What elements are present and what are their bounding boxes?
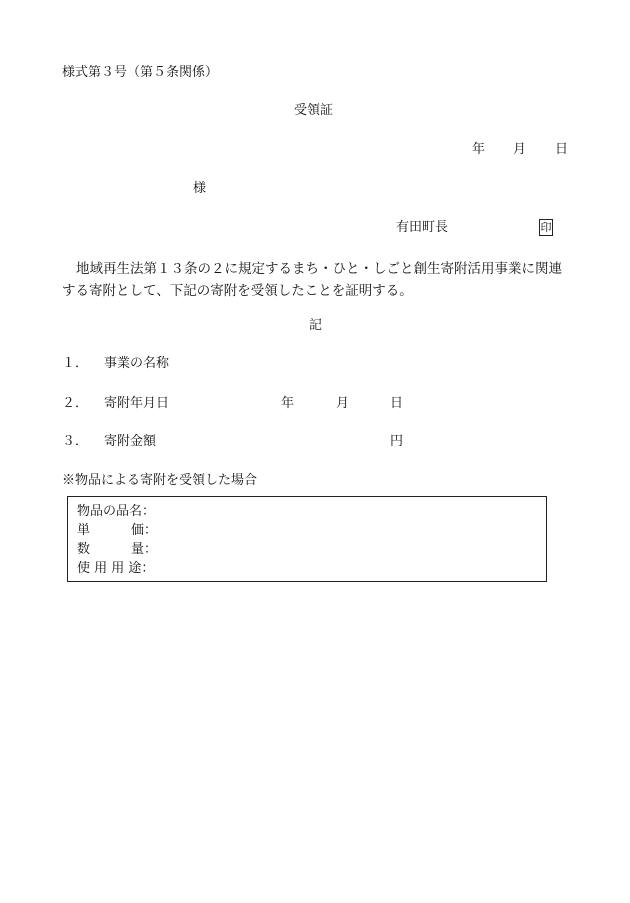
item-3-label: 寄附金額 xyxy=(104,434,157,449)
certification-line-1: 地域再生法第１３条の２に規定するまち・ひと・しごと創生寄附活用事業に関連 xyxy=(76,261,562,277)
certification-line-2: する寄附として、下記の寄附を受領したことを証明する。 xyxy=(62,283,413,299)
recipient-suffix: 様 xyxy=(193,181,207,196)
document-title: 受領証 xyxy=(294,103,334,118)
goods-unit-price-label-a: 単 xyxy=(77,523,91,538)
goods-item-name xyxy=(77,504,155,520)
form-number: 様式第３号（第５条関係） xyxy=(62,65,219,80)
issue-date-year: 年 xyxy=(472,142,486,157)
item-2-day: 日 xyxy=(390,396,404,411)
item-3-number: ３． xyxy=(62,434,89,449)
issue-date-month: 月 xyxy=(513,142,527,157)
goods-usage-label: 使 用 用 途： xyxy=(77,561,155,576)
goods-quantity-label-b: 量： xyxy=(131,542,158,557)
goods-details-box xyxy=(67,496,547,582)
goods-quantity xyxy=(77,542,157,558)
item-2-month: 月 xyxy=(336,396,350,411)
issuer-name: 有田町長 xyxy=(396,220,449,235)
seal-stamp: 印 xyxy=(540,221,552,234)
item-2-number: ２． xyxy=(62,396,89,411)
issue-date-day: 日 xyxy=(555,142,569,157)
goods-unit-price-label-b: 価： xyxy=(131,523,158,538)
goods-note: ※物品による寄附を受領した場合 xyxy=(62,473,258,488)
item-2-label: 寄附年月日 xyxy=(104,396,170,411)
item-2-year: 年 xyxy=(281,396,295,411)
item-3-unit: 円 xyxy=(390,434,404,449)
goods-item-name-label: 物品の品名： xyxy=(77,504,156,519)
certification-text xyxy=(62,258,582,302)
item-1-number: １． xyxy=(62,356,89,371)
goods-quantity-label-a: 数 xyxy=(77,542,91,557)
goods-unit-price xyxy=(77,523,157,539)
ki-heading: 記 xyxy=(309,318,323,333)
goods-usage xyxy=(77,561,154,577)
item-1-label: 事業の名称 xyxy=(104,356,170,371)
